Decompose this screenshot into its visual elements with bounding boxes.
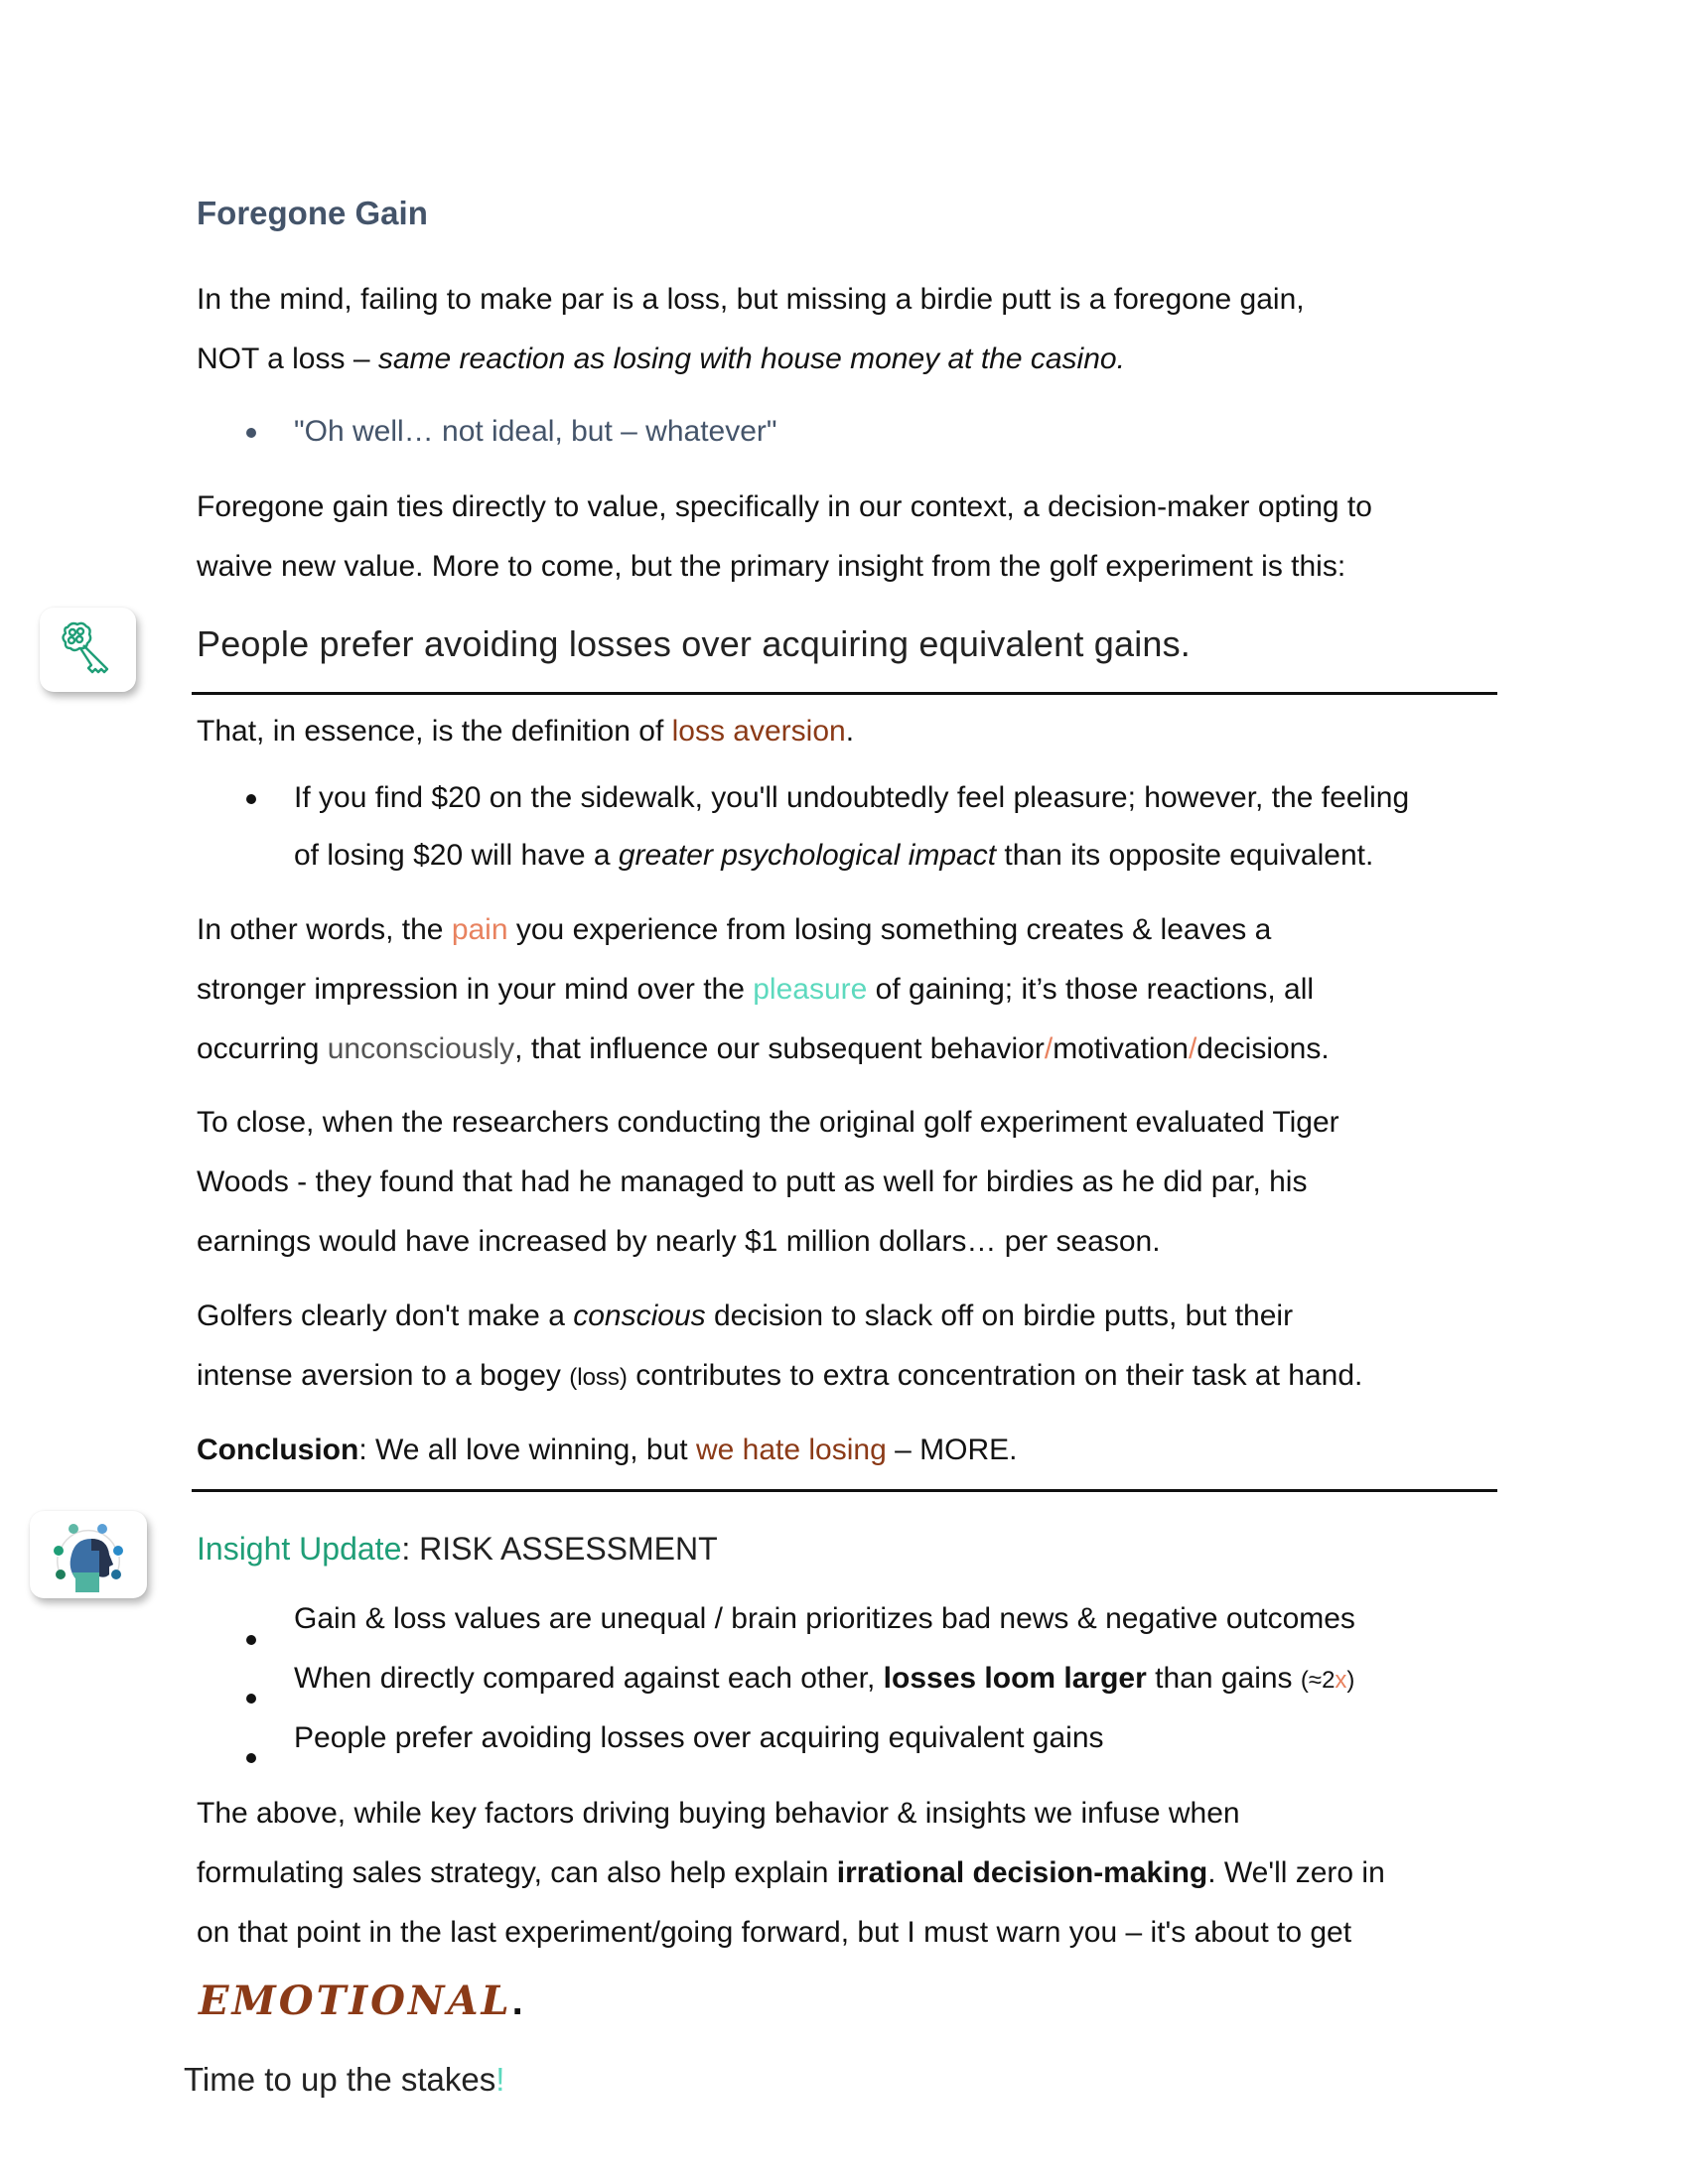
other-words-line-1	[197, 910, 1271, 950]
loss-aversion-term: loss aversion	[671, 715, 846, 748]
golfers-line-1	[197, 1297, 1293, 1336]
insight-update-title	[197, 1531, 718, 1568]
insight-bullet-2	[294, 1659, 1354, 1701]
conscious-italic: conscious	[573, 1299, 706, 1332]
loss-parenthetical: (loss)	[569, 1364, 628, 1391]
definition-text: That, in essence, is the definition of	[197, 715, 672, 748]
key-insight-quote: People prefer avoiding losses over acquiring equivalent gains.	[197, 623, 1192, 664]
tiger-line-1: To close, when the researchers conducting the original golf experiment evaluated Tiger	[197, 1106, 1339, 1139]
other-words-line-3	[197, 1029, 1330, 1069]
sidewalk-italic: greater psychological impact	[618, 839, 997, 872]
risk-assessment-title: : RISK ASSESSMENT	[401, 1531, 718, 1567]
value-line-2: waive new value. More to come, but the primary insight from the golf experiment is this:	[197, 550, 1346, 583]
slash: /	[1044, 1032, 1054, 1065]
hate-losing-highlight: we hate losing	[695, 1433, 887, 1466]
sidewalk-line-1: If you find $20 on the sidewalk, you'll undoubtedly feel pleasure; however, the feeling	[294, 781, 1410, 814]
insight-bullet-1: Gain & loss values are unequal / brain prioritizes bad news & negative outcomes	[294, 1602, 1355, 1635]
text: – MORE.	[886, 1433, 1018, 1466]
text: In other words, the	[197, 913, 452, 946]
section-heading: Foregone Gain	[197, 195, 428, 231]
text: decision to slack off on birdie putts, but their	[705, 1299, 1294, 1332]
divider	[192, 1489, 1497, 1492]
conclusion-line	[197, 1431, 1017, 1470]
emotional-period: .	[511, 1979, 526, 2023]
bullet-dot	[246, 428, 256, 438]
ratio-open: (≈2	[1300, 1667, 1336, 1694]
key-icon-box	[40, 608, 136, 692]
text: contributes to extra concentration on their task at hand.	[627, 1359, 1363, 1392]
emotional-word	[199, 1978, 526, 2024]
slash: /	[1188, 1032, 1197, 1065]
closing-line-2	[197, 1853, 1385, 1893]
head-icon-box	[30, 1511, 147, 1598]
key-icon	[40, 608, 136, 692]
definition-line	[197, 712, 854, 751]
emotional-text: EMOTIONAL	[199, 1978, 512, 2024]
other-words-line-2	[197, 970, 1314, 1010]
closing-line-1: The above, while key factors driving buying behavior & insights we infuse when	[197, 1797, 1240, 1830]
text: motivation	[1053, 1032, 1189, 1065]
conclusion-label: Conclusion	[197, 1433, 359, 1466]
text: formulating sales strategy, can also help explain	[197, 1856, 837, 1889]
bullet-dot	[246, 794, 256, 804]
text: stronger impression in your mind over the	[197, 973, 754, 1006]
ratio-close: )	[1346, 1667, 1355, 1694]
text: of gaining; it’s those reactions, all	[867, 973, 1315, 1006]
pain-word: pain	[451, 913, 508, 946]
text: : We all love winning, but	[358, 1433, 696, 1466]
pleasure-word: pleasure	[753, 973, 868, 1006]
sidewalk-text: of losing $20 will have a	[294, 839, 619, 872]
irrational-bold: irrational decision-making	[836, 1856, 1208, 1889]
quote-bullet: "Oh well… not ideal, but – whatever"	[294, 415, 777, 448]
bullet-dot	[246, 1753, 256, 1763]
intro-text: NOT a loss –	[197, 342, 378, 375]
definition-period: .	[845, 715, 855, 748]
text: When directly compared against each other,	[294, 1662, 884, 1695]
text: , that influence our subsequent behavior	[514, 1032, 1045, 1065]
insight-update-label: Insight Update	[197, 1531, 402, 1567]
sidewalk-line-2	[294, 836, 1373, 876]
intro-italic: same reaction as losing with house money at the casino.	[377, 342, 1125, 375]
insight-bullet-3: People prefer avoiding losses over acquiring equivalent gains	[294, 1721, 1104, 1754]
losses-loom-larger: losses loom larger	[883, 1662, 1147, 1695]
ratio-x: x	[1335, 1667, 1347, 1694]
text: Golfers clearly don't make a	[197, 1299, 574, 1332]
sidewalk-text-end: than its opposite equivalent.	[996, 839, 1374, 872]
unconsciously-word: unconsciously	[327, 1032, 515, 1065]
golfers-line-2	[197, 1356, 1362, 1398]
closing-line-3: on that point in the last experiment/going forward, but I must warn you – it's about to get	[197, 1916, 1352, 1949]
tiger-line-2: Woods - they found that had he managed to putt as well for birdies as he did par, his	[197, 1165, 1308, 1198]
divider	[192, 692, 1497, 695]
tiger-line-3: earnings would have increased by nearly $1 million dollars… per season.	[197, 1225, 1161, 1258]
intro-line-1: In the mind, failing to make par is a loss, but missing a birdie putt is a foregone gain,	[197, 283, 1305, 316]
text: decisions.	[1196, 1032, 1330, 1065]
text: occurring	[197, 1032, 328, 1065]
footer-teaser	[184, 2061, 504, 2099]
footer-text: Time to up the stakes	[184, 2061, 496, 2098]
footer-exclamation: !	[495, 2061, 505, 2098]
text: you experience from losing something creates & leaves a	[507, 913, 1272, 946]
head-network-icon	[30, 1511, 147, 1598]
bullet-dot	[246, 1635, 256, 1645]
bullet-dot	[246, 1694, 256, 1704]
text: intense aversion to a bogey	[197, 1359, 570, 1392]
text: than gains	[1146, 1662, 1301, 1695]
intro-line-2	[197, 340, 1125, 379]
text: . We'll zero in	[1207, 1856, 1385, 1889]
value-line-1: Foregone gain ties directly to value, specifically in our context, a decision-maker opting to	[197, 490, 1372, 523]
